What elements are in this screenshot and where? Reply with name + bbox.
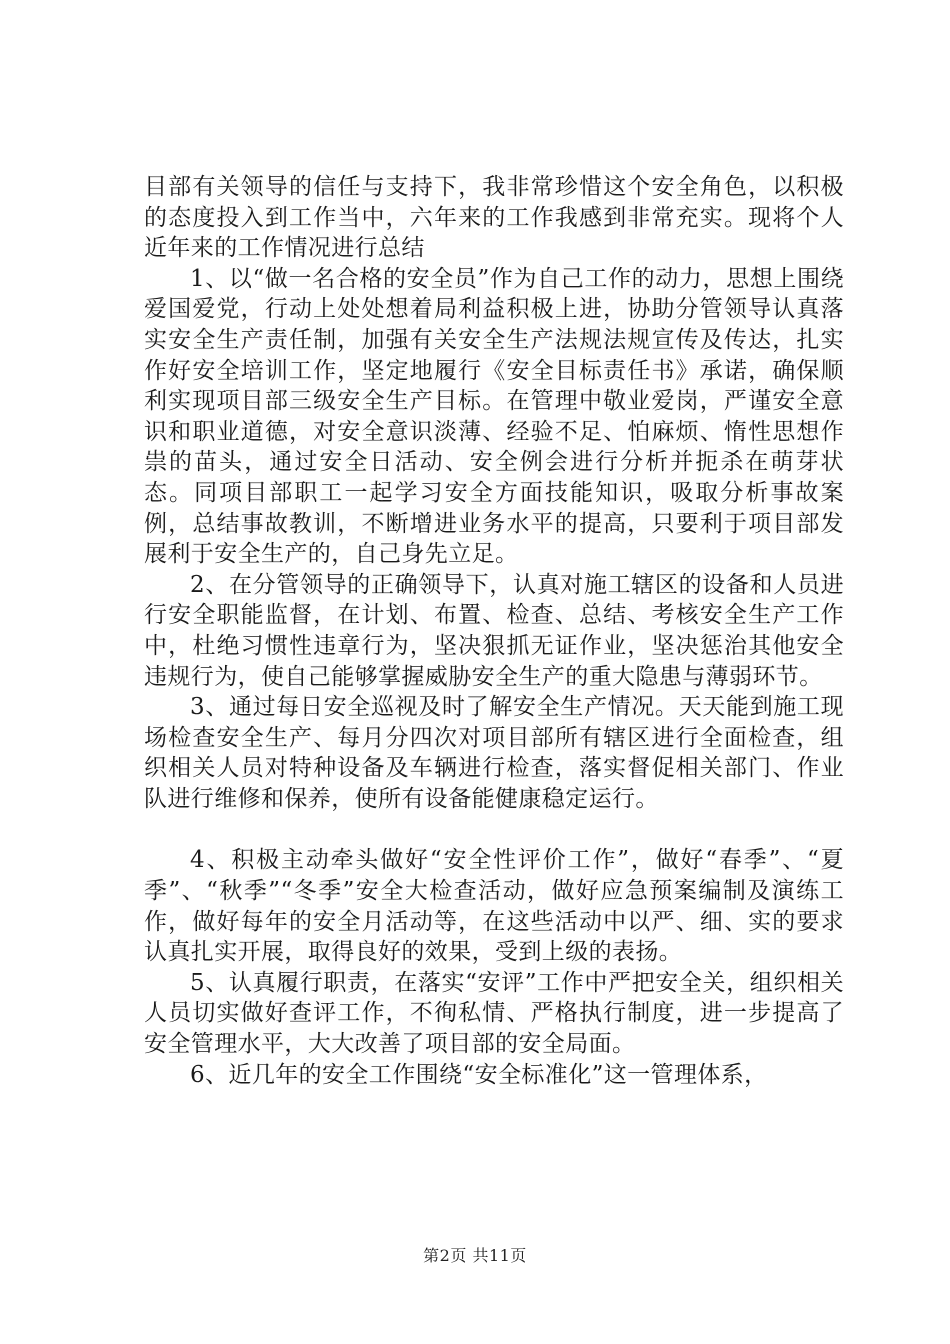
document-body (144, 172, 844, 1090)
paragraph-intro: 目部有关领导的信任与支持下，我非常珍惜这个安全角色，以积极的态度投入到工作当中，六年来的工作我感到非常充实。现将个人近年来的工作情况进行总结 (144, 174, 844, 262)
paragraph-item-3: 3、通过每日安全巡视及时了解安全生产情况。天天能到施工现场检查安全生产、每月分四次对项目部所有辖区进行全面检查，组织相关人员对特种设备及车辆进行检查，落实督促相关部门、作业队进行维修和保养，使所有设备能健康稳定运行。 (144, 694, 844, 812)
paragraph-item-4: 4、积极主动牵头做好“安全性评价工作”，做好“春季”、“夏季”、“秋季”“冬季”安全大检查活动，做好应急预案编制及演练工作，做好每年的安全月活动等，在这些活动中以严、细、实的要求认真扎实开展，取得良好的效果，受到上级的表扬。 (144, 847, 844, 966)
paragraph-item-2: 2、在分管领导的正确领导下，认真对施工辖区的设备和人员进行安全职能监督，在计划、布置、检查、总结、考核安全生产工作中，杜绝习惯性违章行为，坚决狠抓无证作业，坚决惩治其他安全违规行为，使自己能够掌握威胁安全生产的重大隐患与薄弱环节。 (144, 571, 844, 690)
paragraph-item-6: 6、近几年的安全工作围绕“安全标准化”这一管理体系， (190, 1061, 768, 1088)
paragraph-item-1: 1、以“做一名合格的安全员”作为自己工作的动力，思想上围绕爱国爱党，行动上处处想着局利益积极上进，协助分管领导认真落实安全生产责任制，加强有关安全生产法规法规宣传及传达，扎实作好安全培训工作，坚定地履行《安全目标责任书》承诺，确保顺利实现项目部三级安全生产目标。在管理中敬业爱岗，严谨安全意识和职业道德，对安全意识淡薄、经验不足、怕麻烦、惰性思想作祟的苗头，通过安全日活动、安全例会进行分析并扼杀在萌芽状态。同项目部职工一起学习安全方面技能知识，吸取分析事故案例，总结事故教训，不断增进业务水平的提高，只要利于项目部发展利于安全生产的，自己身先立足。 (144, 265, 844, 568)
paragraph-item-5: 5、认真履行职责，在落实“安评”工作中严把安全关，组织相关人员切实做好查评工作，不徇私情、严格执行制度，进一步提高了安全管理水平，大大改善了项目部的安全局面。 (144, 969, 844, 1058)
page-number-footer: 第2页 共11页 (423, 1246, 527, 1265)
